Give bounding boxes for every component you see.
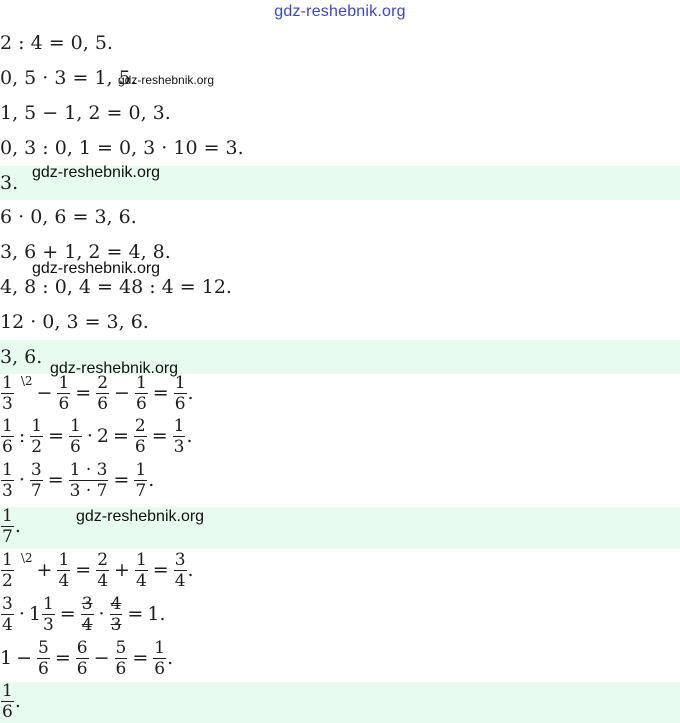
answer-fraction: $\frac{1}{6}$ <box>2 681 13 722</box>
fraction: $\frac{1}{4}$ <box>58 550 70 591</box>
watermark: gdz-reshebnik.org <box>118 73 215 87</box>
fraction: $\frac{4}{3}$ <box>110 594 122 635</box>
fraction: $\frac{1}{3}$ <box>42 594 54 635</box>
fraction: $\frac{1}{3}$ <box>173 416 185 457</box>
watermark: gdz-reshebnik.org <box>32 260 161 277</box>
fraction: $\frac{1}{6}$ <box>58 373 70 414</box>
fraction: $\frac{1}{3}$ <box>2 373 13 414</box>
answer-band: $\frac{1}{7}$ . <box>0 507 680 549</box>
fraction: $\frac{1 \cdot 3}{3 \cdot 7}$ <box>69 460 108 501</box>
fraction-line: 1 − $\frac{5}{6}$ = $\frac{6}{6}$ − $\frac{5}{6}$ = $\frac{1}{6}$ . <box>0 638 174 679</box>
fraction: $\frac{1}{4}$ <box>135 550 147 591</box>
fraction: $\frac{1}{7}$ <box>135 460 147 501</box>
fraction: $\frac{2}{4}$ <box>97 550 109 591</box>
fraction: $\frac{3}{7}$ <box>30 460 42 501</box>
calc-line: 2 : 4 = 0, 5. <box>0 32 113 54</box>
fraction: $\frac{1}{6}$ <box>135 373 147 414</box>
fraction: $\frac{1}{2}$ <box>31 416 43 457</box>
fraction-line: $\frac{3}{4}$ · 1 $\frac{1}{3}$ = $\frac{3}{4}$ · $\frac{4}{3}$ = 1. <box>2 594 166 635</box>
watermark: gdz-reshebnik.org <box>76 508 205 525</box>
fraction: $\frac{1}{2}$ <box>2 550 13 591</box>
fraction: $\frac{1}{3}$ <box>2 460 13 501</box>
fraction: $\frac{3}{4}$ <box>81 594 93 635</box>
calc-line: 1, 5 − 1, 2 = 0, 3. <box>0 102 171 124</box>
fraction: $\frac{5}{6}$ <box>115 638 127 679</box>
fraction: $\frac{1}{6}$ <box>154 638 166 679</box>
fraction: $\frac{5}{6}$ <box>38 638 49 679</box>
fraction-line: $\frac{1}{3}$ · $\frac{3}{7}$ = $\frac{1 \cdot 3}{3 \cdot 7}$ = $\frac{1}{7}$ . <box>2 460 155 501</box>
answer-fraction: $\frac{1}{7}$ <box>2 506 13 547</box>
fraction: $\frac{3}{4}$ <box>2 594 13 635</box>
answer-value: 3. <box>0 172 19 194</box>
fraction: $\frac{6}{6}$ <box>76 638 88 679</box>
fraction: $\frac{1}{6}$ <box>69 416 81 457</box>
answer-band: $\frac{1}{6}$ . <box>0 682 680 723</box>
watermark: gdz-reshebnik.org <box>50 360 179 377</box>
answer-value: 3, 6. <box>0 346 43 368</box>
fraction: $\frac{1}{6}$ <box>174 373 186 414</box>
fraction: $\frac{2}{6}$ <box>134 416 146 457</box>
fraction: $\frac{3}{4}$ <box>174 550 186 591</box>
calc-line: 4, 8 : 0, 4 = 48 : 4 = 12. <box>0 276 232 298</box>
watermark: gdz-reshebnik.org <box>32 164 161 181</box>
calc-line: 12 · 0, 3 = 3, 6. <box>0 311 149 333</box>
calc-line: 0, 3 : 0, 1 = 0, 3 · 10 = 3. <box>0 137 244 159</box>
calc-line: 0, 5 · 3 = 1, 5. <box>0 67 137 89</box>
calc-line: 6 · 0, 6 = 3, 6. <box>0 206 137 228</box>
fraction-line: $\frac{1}{2}$ $^{\backslash 2}$+ $\frac{1}{4}$ = $\frac{2}{4}$ + $\frac{1}{4}$ = $\frac{3}{4}$ . <box>2 550 194 591</box>
fraction: $\frac{2}{6}$ <box>97 373 109 414</box>
calc-line: 3, 6 + 1, 2 = 4, 8. <box>0 241 171 263</box>
fraction-line: $\frac{1}{3}$ $^{\backslash 2}$− $\frac{1}{6}$ = $\frac{2}{6}$ − $\frac{1}{6}$ = $\frac{1}{6}$ . <box>2 373 194 414</box>
fraction-line: $\frac{1}{6}$ : $\frac{1}{2}$ = $\frac{1}{6}$ · 2 = $\frac{2}{6}$ = $\frac{1}{3}$ . <box>2 416 193 457</box>
fraction: $\frac{1}{6}$ <box>2 416 13 457</box>
site-header-link[interactable]: gdz-reshebnik.org <box>274 3 406 20</box>
